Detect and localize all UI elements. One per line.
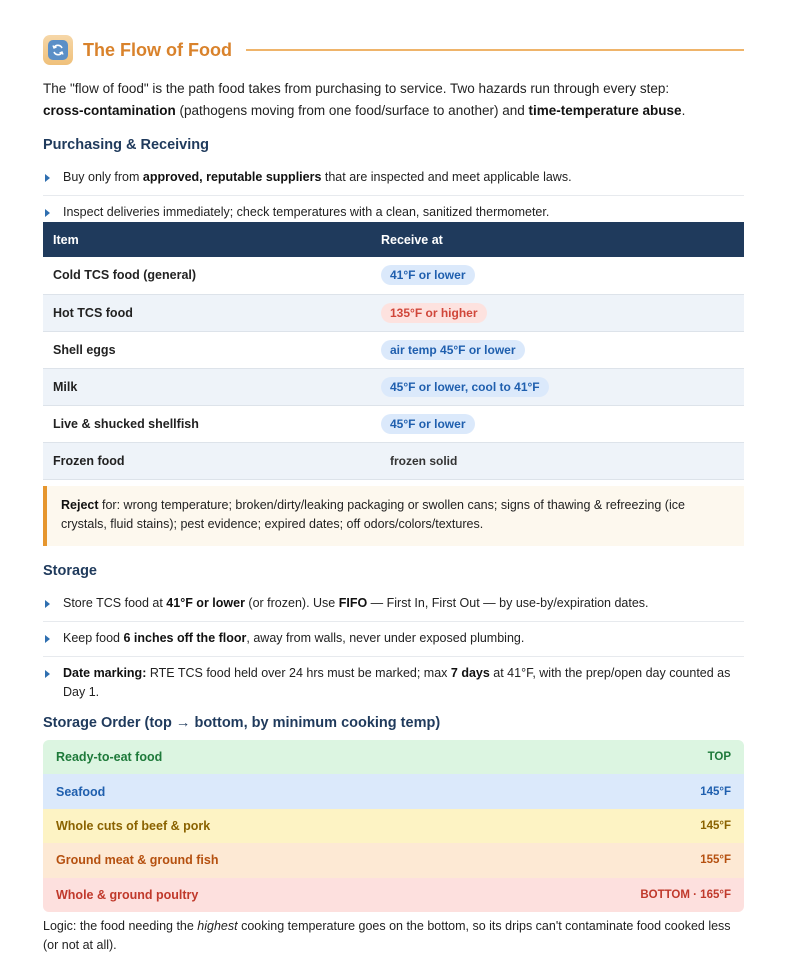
receiving-temperature-table <box>43 222 744 480</box>
list-item <box>43 622 744 657</box>
cell-receive-at <box>371 331 744 368</box>
bullet-bold: FIFO <box>338 596 368 610</box>
temperature-text: frozen solid <box>390 453 458 468</box>
column-header-item: Item <box>43 222 371 257</box>
table-row <box>43 257 744 294</box>
storage-order-label: Whole & ground poultry <box>56 887 199 902</box>
storage-order-label: Ground meat & ground fish <box>56 853 219 868</box>
page-title: The Flow of Food <box>83 39 232 60</box>
temperature-pill: 45°F or lower, cool to 41°F <box>381 377 549 397</box>
intro-paragraph <box>43 78 748 122</box>
temperature-pill: 45°F or lower <box>381 414 475 434</box>
storage-bullets <box>43 587 744 710</box>
storage-order-list <box>43 740 744 912</box>
bullet-arrow-icon <box>45 600 50 608</box>
bullet-bold: 7 days <box>450 666 490 680</box>
storage-logic-note <box>43 917 743 955</box>
purchasing-bullets <box>43 161 744 230</box>
storage-order-row <box>43 843 744 877</box>
intro-text-3: . <box>681 103 686 118</box>
table-row <box>43 405 744 442</box>
storage-order-tag: 145°F <box>700 819 731 832</box>
cell-receive-at <box>371 368 744 405</box>
storage-order-tag: TOP <box>707 751 731 764</box>
bullet-text: Keep food <box>63 631 124 645</box>
storage-order-row <box>43 774 744 808</box>
storage-order-label: Seafood <box>56 784 106 799</box>
reject-text: for: wrong temperature; broken/dirty/leaking packaging or swollen cans; signs of thawing & refreezing (ice crystals, fluid stains); pest evidence; expired dates; off odors/colors/textures. <box>61 498 685 531</box>
list-item <box>43 587 744 622</box>
intro-bold-time-temperature: time-temperature abuse <box>528 103 682 118</box>
bullet-text: (or frozen). Use <box>244 596 339 610</box>
section-heading-storage: Storage <box>43 563 97 579</box>
list-item <box>43 161 744 196</box>
column-header-receive-at: Receive at <box>371 222 744 257</box>
bullet-arrow-icon <box>45 670 50 678</box>
storage-order-tag: 145°F <box>700 785 731 798</box>
logic-emphasis: highest <box>197 919 238 933</box>
bullet-bold: Date marking: <box>63 666 147 680</box>
cell-receive-at <box>371 294 744 331</box>
title-row <box>43 34 744 66</box>
bullet-arrow-icon <box>45 635 50 643</box>
bullet-text: Buy only from <box>63 170 143 184</box>
bullet-text: — First In, First Out — by use-by/expiration dates. <box>367 596 649 610</box>
temperature-pill: 41°F or lower <box>381 265 475 285</box>
cell-item: Shell eggs <box>43 331 371 368</box>
table-row <box>43 442 744 479</box>
table-row <box>43 331 744 368</box>
title-divider <box>246 49 744 51</box>
bullet-text: Inspect deliveries immediately; check temperatures with a clean, sanitized thermometer. <box>63 205 550 219</box>
section-heading-purchasing: Purchasing & Receiving <box>43 137 209 153</box>
bullet-text: at 41°F, with the prep/open day counted as Day 1. <box>63 666 731 699</box>
bullet-text: that are inspected and meet applicable laws. <box>321 170 572 184</box>
cell-item: Hot TCS food <box>43 294 371 331</box>
bullet-text: , away from walls, never under exposed plumbing. <box>246 631 525 645</box>
intro-text-2: (pathogens moving from one food/surface to another) and <box>175 103 529 118</box>
bullet-bold: 6 inches off the floor <box>123 631 247 645</box>
list-item <box>43 657 744 710</box>
intro-text-1: The "flow of food" is the path food takes from purchasing to service. Two hazards run through every step: <box>43 81 670 96</box>
storage-order-row <box>43 740 744 774</box>
temperature-pill: 135°F or higher <box>381 303 487 323</box>
cell-item: Frozen food <box>43 442 371 479</box>
section-heading-storage-order: Storage Order (top → bottom, by minimum cooking temp) <box>43 715 441 731</box>
bullet-text: Store TCS food at <box>63 596 167 610</box>
bullet-arrow-icon <box>45 209 50 217</box>
table-row <box>43 294 744 331</box>
cell-receive-at <box>371 257 744 294</box>
bullet-arrow-icon <box>45 174 50 182</box>
cell-item: Milk <box>43 368 371 405</box>
cell-item: Cold TCS food (general) <box>43 257 371 294</box>
reject-label: Reject <box>61 498 99 512</box>
storage-order-tag: 155°F <box>700 854 731 867</box>
bullet-bold: approved, reputable suppliers <box>142 170 322 184</box>
table-header-row <box>43 222 744 257</box>
storage-order-row <box>43 878 744 912</box>
storage-order-label: Ready-to-eat food <box>56 750 163 765</box>
refresh-icon <box>43 35 73 65</box>
temperature-pill: air temp 45°F or lower <box>381 340 525 360</box>
bullet-text: RTE TCS food held over 24 hrs must be marked; max <box>146 666 451 680</box>
cell-receive-at <box>371 405 744 442</box>
storage-order-label: Whole cuts of beef & pork <box>56 818 211 833</box>
bullet-bold: 41°F or lower <box>166 596 245 610</box>
cell-item: Live & shucked shellfish <box>43 405 371 442</box>
cell-receive-at <box>371 442 744 479</box>
storage-order-tag: BOTTOM · 165°F <box>640 888 731 901</box>
intro-bold-cross-contamination: cross-contamination <box>43 103 176 118</box>
logic-text: cooking temperature goes on the bottom, so its drips can't contaminate food cooked less (or not at all). <box>43 919 731 952</box>
logic-text: Logic: the food needing the <box>43 919 198 933</box>
table-row <box>43 368 744 405</box>
storage-order-row <box>43 809 744 843</box>
reject-callout <box>43 486 744 546</box>
